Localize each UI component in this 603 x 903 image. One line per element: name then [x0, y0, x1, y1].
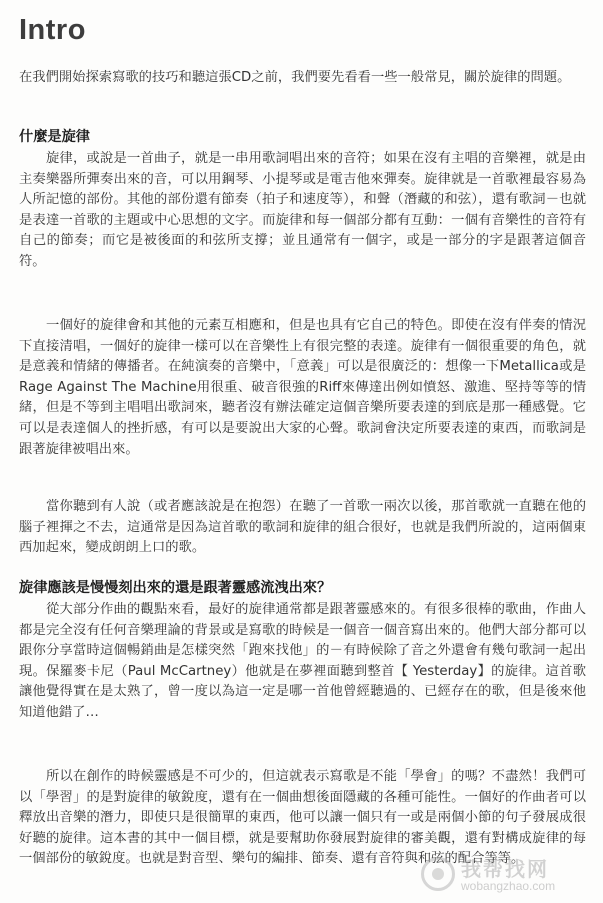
watermark-logo-icon — [421, 857, 455, 891]
body-paragraph: 一個好的旋律會和其他的元素互相應和，但是也具有它自己的特色。即使在沒有伴奏的情況下直接清唱，一個好的旋律一樣可以在音樂性上有很完整的表達。旋律有一個很重要的角色，就是意義和情緒的傳播者。在純演奏的音樂中，「意義」可以是很廣泛的：想像一下Metallica或是Rage Against The Machine用很重、破音很強的Riff來傳達出例如憤怒、激進、堅持等等的情緒，但是不等到主唱唱出歌詞來，聽者沒有辦法確定這個音樂所要表達的到底是那一種感覺。它可以是表達個人的挫折感，有可以是要說出大家的心聲。歌詞會決定所要表達的東西，而歌詞是跟著旋律被唱出來。 — [19, 318, 586, 457]
intro-paragraph: 在我們開始探索寫歌的技巧和聽這張CD之前，我們要先看看一些一般常見，關於旋律的問題。 — [19, 70, 571, 85]
watermark-url: wobangzhao.com — [461, 879, 556, 893]
section-heading-what-is-melody: 什麼是旋律 — [19, 129, 90, 145]
body-paragraph: 當你聽到有人說（或者應該說是在抱怨）在聽了一首歌一兩次以後，那首歌就一直聽在他的腦子裡揮之不去，這通常是因為這首歌的歌詞和旋律的組合很好，也就是我們所說的，這兩個東西加起來，變成朗朗上口的歌。 — [19, 499, 586, 556]
site-watermark — [421, 853, 591, 897]
body-paragraph: 所以在創作的時候靈感是不可少的，但這就表示寫歌是不能「學會」的嗎？不盡然！我們可以「學習」的是對旋律的敏銳度，還有在一個曲想後面隱藏的各種可能性。一個好的作曲者可以釋放出音樂的潛力，即使只是很簡單的東西，他可以讓一個只有一或是兩個小節的句子發展成很好聽的旋律。這本書的其中一個目標，就是要幫助你發展對旋律的審美觀，還有對構成旋律的每一個部份的敏銳度。也就是對音型、樂句的編排、節奏、還有音符與和弦的配合等等。 — [19, 769, 586, 867]
page-title: Intro — [19, 14, 86, 46]
section-heading-inspiration: 旋律應該是慢慢刻出來的還是跟著靈感流洩出來？ — [19, 580, 332, 596]
body-paragraph: 從大部分作曲的觀點來看，最好的旋律通常都是跟著靈感來的。有很多很棒的歌曲，作曲人都是完全沒有任何音樂理論的背景或是寫歌的時候是一個音一個音寫出來的。他們大部分都可以跟你分享當時這個暢銷曲是怎樣突然「跑來找他」的－有時候除了音之外還會有幾句歌詞一起出現。保羅麥卡尼（Paul McCartney）他就是在夢裡面聽到整首【 Yesterday】的旋律。這首歌讓他覺得實在是太熟了，曾一度以為這一定是哪一首他曾經聽過的、已經存在的歌，但是後來他知道他錯了… — [19, 602, 586, 720]
body-paragraph: 旋律，或說是一首曲子，就是一串用歌詞唱出來的音符；如果在沒有主唱的音樂裡，就是由主奏樂器所彈奏出來的音，可以用鋼琴、小提琴或是電吉他來彈奏。旋律就是一首歌裡最容易為人所記憶的部份。其他的部份還有節奏（拍子和速度等），和聲（潛藏的和弦），還有歌詞－也就是表達一首歌的主題或中心思想的文字。而旋律和每一個部分都有互動：一個有音樂性的音符有自己的節奏；而它是被後面的和弦所支撐；並且通常有一個字，或是一部分的字是跟著這個音符。 — [19, 151, 586, 269]
watermark-title: 我帮找网 — [461, 859, 549, 881]
